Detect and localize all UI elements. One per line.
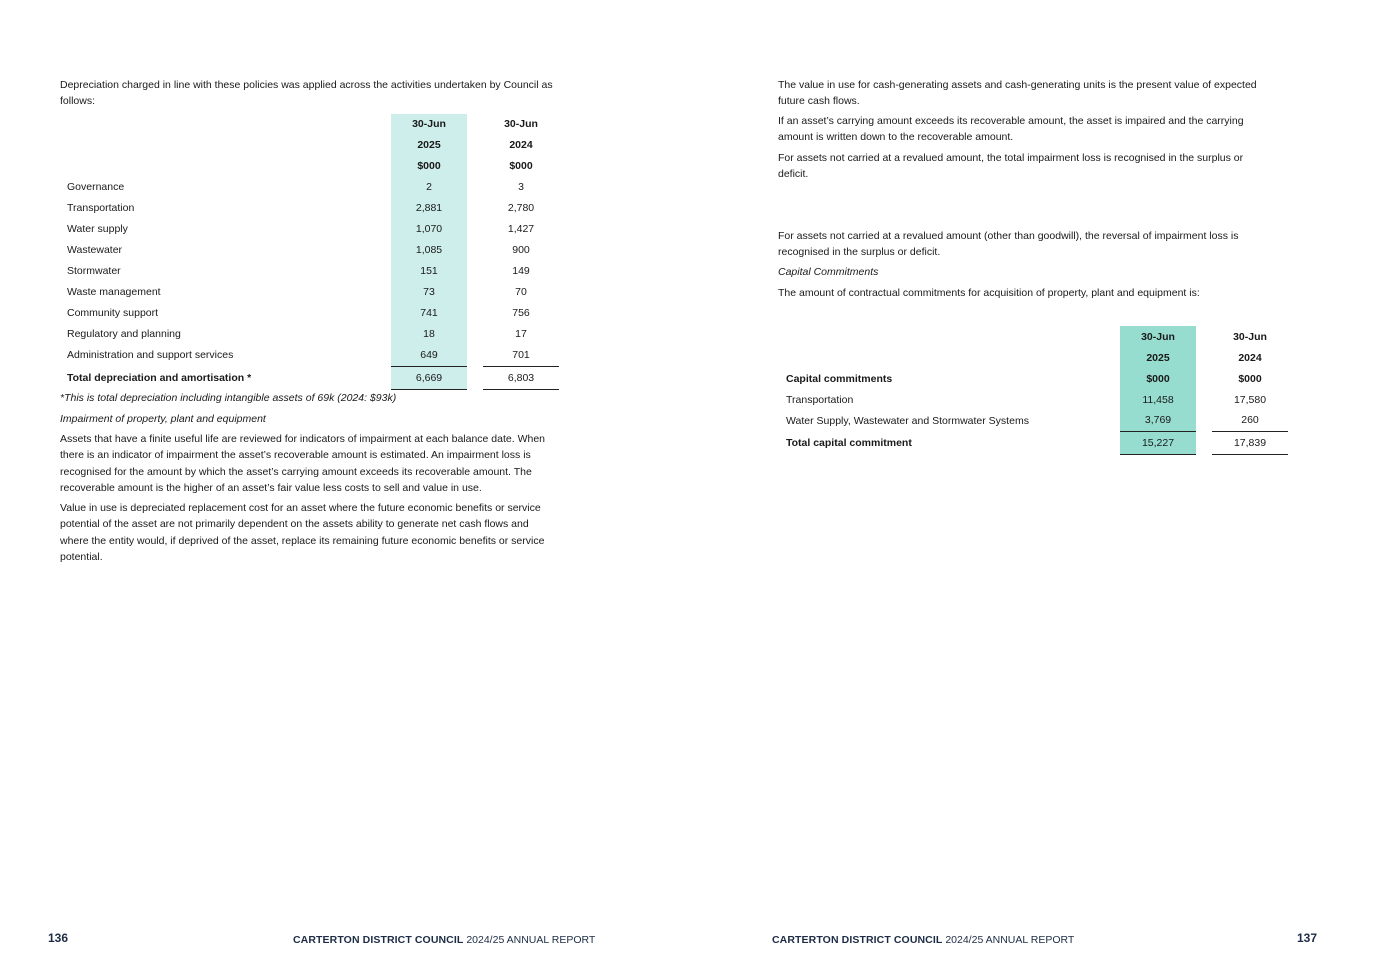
row-value-2024: 3 xyxy=(518,181,524,193)
table-row xyxy=(60,324,559,345)
depreciation-table xyxy=(60,114,559,390)
table-row xyxy=(60,177,559,198)
row-label: Stormwater xyxy=(67,265,121,277)
header-2025-unit: $000 xyxy=(1120,368,1196,389)
header-2024-month: 30-Jun xyxy=(504,118,538,130)
total-value-2024: 17,839 xyxy=(1212,431,1288,454)
value-in-use-paragraph: Value in use is depreciated replacement cost for an asset where the future economic benefits or service potential of the asset are not primarily dependent on the assets ability to generate net cash flows and where the entity would, if deprived of the asset, replace its remaining future economic benefits or service potential. xyxy=(60,502,545,563)
row-value-2024: 149 xyxy=(512,265,530,277)
page-footer xyxy=(293,934,595,946)
row-label: Water Supply, Wastewater and Stormwater Systems xyxy=(786,414,1029,427)
total-label: Total capital commitment xyxy=(786,436,912,449)
impairment-paragraph: Assets that have a finite useful life are reviewed for indicators of impairment at each balance date. When there is an indicator of impairment the asset’s recoverable amount is estimated. An impairment loss is recognised for the amount by which the asset’s carrying amount exceeds its recoverable amount. The recoverable amount is the higher of an asset’s fair value less costs to sell and value in use. xyxy=(60,433,546,494)
row-value-2025: 649 xyxy=(391,345,467,367)
row-value-2024: 17,580 xyxy=(1233,393,1267,406)
impairment-heading: Impairment of property, plant and equipment xyxy=(60,413,266,425)
capital-commitments-table xyxy=(779,326,1288,455)
row-label: Governance xyxy=(67,181,125,193)
row-value-2025: 2 xyxy=(391,177,467,198)
row-value-2025: 151 xyxy=(391,261,467,282)
row-label: Wastewater xyxy=(67,244,123,256)
depreciation-intro: Depreciation charged in line with these policies was applied across the activities undertaken by Council as follows: xyxy=(60,79,553,108)
row-label: Transportation xyxy=(67,202,135,214)
right-page xyxy=(687,0,1373,955)
table-row xyxy=(779,410,1288,431)
header-2024-unit: $000 xyxy=(509,160,533,172)
total-label: Total depreciation and amortisation * xyxy=(67,372,252,384)
row-value-2025: 11,458 xyxy=(1120,389,1196,410)
table-row xyxy=(60,303,559,324)
table-row xyxy=(60,345,559,367)
header-2025-month: 30-Jun xyxy=(391,114,467,135)
footer-report: 2024/25 ANNUAL REPORT xyxy=(466,934,596,946)
header-row xyxy=(779,347,1288,368)
cash-generating-paragraph: The value in use for cash-generating assets and cash-generating units is the present value of expected future cash flows. xyxy=(778,79,1257,108)
page-footer xyxy=(772,934,1074,946)
header-row xyxy=(60,135,559,156)
row-label: Water supply xyxy=(67,223,128,235)
row-value-2025: 741 xyxy=(391,303,467,324)
row-value-2024: 701 xyxy=(512,349,530,361)
row-value-2024: 1,427 xyxy=(507,223,535,235)
header-2024-unit: $000 xyxy=(1238,372,1262,385)
header-2025-month: 30-Jun xyxy=(1120,326,1196,347)
capital-commitments-intro: The amount of contractual commitments for acquisition of property, plant and equipment is: xyxy=(778,287,1200,299)
table-row xyxy=(60,219,559,240)
table-row xyxy=(60,240,559,261)
row-value-2024: 70 xyxy=(515,286,527,298)
row-value-2025: 18 xyxy=(391,324,467,345)
total-row xyxy=(779,431,1288,454)
row-value-2025: 73 xyxy=(391,282,467,303)
total-value-2025: 15,227 xyxy=(1120,431,1196,454)
row-label: Waste management xyxy=(67,286,161,298)
capital-commitments-label: Capital commitments xyxy=(786,372,893,385)
row-value-2024: 2,780 xyxy=(507,202,535,214)
impairment-loss-paragraph: For assets not carried at a revalued amount, the total impairment loss is recognised in the surplus or deficit. xyxy=(778,152,1244,181)
page-number: 136 xyxy=(48,931,69,945)
carrying-amount-paragraph: If an asset’s carrying amount exceeds its recoverable amount, the asset is impaired and the carrying amount is written down to the recoverable amount. xyxy=(778,115,1244,144)
footer-report: 2024/25 ANNUAL REPORT xyxy=(945,934,1075,946)
reversal-paragraph: For assets not carried at a revalued amount (other than goodwill), the reversal of impairment loss is recognised in the surplus or deficit. xyxy=(778,230,1239,259)
header-2025-unit: $000 xyxy=(391,156,467,177)
row-value-2024: 260 xyxy=(1241,414,1259,427)
row-value-2025: 3,769 xyxy=(1120,410,1196,431)
header-row xyxy=(779,368,1288,389)
row-value-2025: 2,881 xyxy=(391,198,467,219)
header-row xyxy=(60,114,559,135)
header-2024-month: 30-Jun xyxy=(1233,330,1267,343)
left-page xyxy=(0,0,686,955)
row-value-2025: 1,070 xyxy=(391,219,467,240)
row-label: Community support xyxy=(67,307,159,319)
header-row xyxy=(60,156,559,177)
total-row xyxy=(60,367,559,390)
row-value-2025: 1,085 xyxy=(391,240,467,261)
footer-org: CARTERTON DISTRICT COUNCIL xyxy=(772,934,943,946)
page-number: 137 xyxy=(1297,931,1318,945)
header-2024-year: 2024 xyxy=(509,139,533,151)
row-label: Transportation xyxy=(786,393,854,406)
total-value-2025: 6,669 xyxy=(391,367,467,390)
total-value-2024: 6,803 xyxy=(483,367,559,390)
header-2025-year: 2025 xyxy=(1120,347,1196,368)
header-2025-year: 2025 xyxy=(391,135,467,156)
depreciation-footnote: *This is total depreciation including intangible assets of 69k (2024: $93k) xyxy=(60,392,397,404)
row-label: Regulatory and planning xyxy=(67,328,181,340)
table-row xyxy=(779,389,1288,410)
footer-org: CARTERTON DISTRICT COUNCIL xyxy=(293,934,464,946)
row-value-2024: 900 xyxy=(512,244,530,256)
table-row xyxy=(60,198,559,219)
capital-commitments-heading: Capital Commitments xyxy=(778,266,879,278)
row-value-2024: 17 xyxy=(515,328,527,340)
header-2024-year: 2024 xyxy=(1238,351,1262,364)
table-row xyxy=(60,282,559,303)
header-row xyxy=(779,326,1288,347)
row-value-2024: 756 xyxy=(512,307,530,319)
table-row xyxy=(60,261,559,282)
row-label: Administration and support services xyxy=(67,349,234,362)
